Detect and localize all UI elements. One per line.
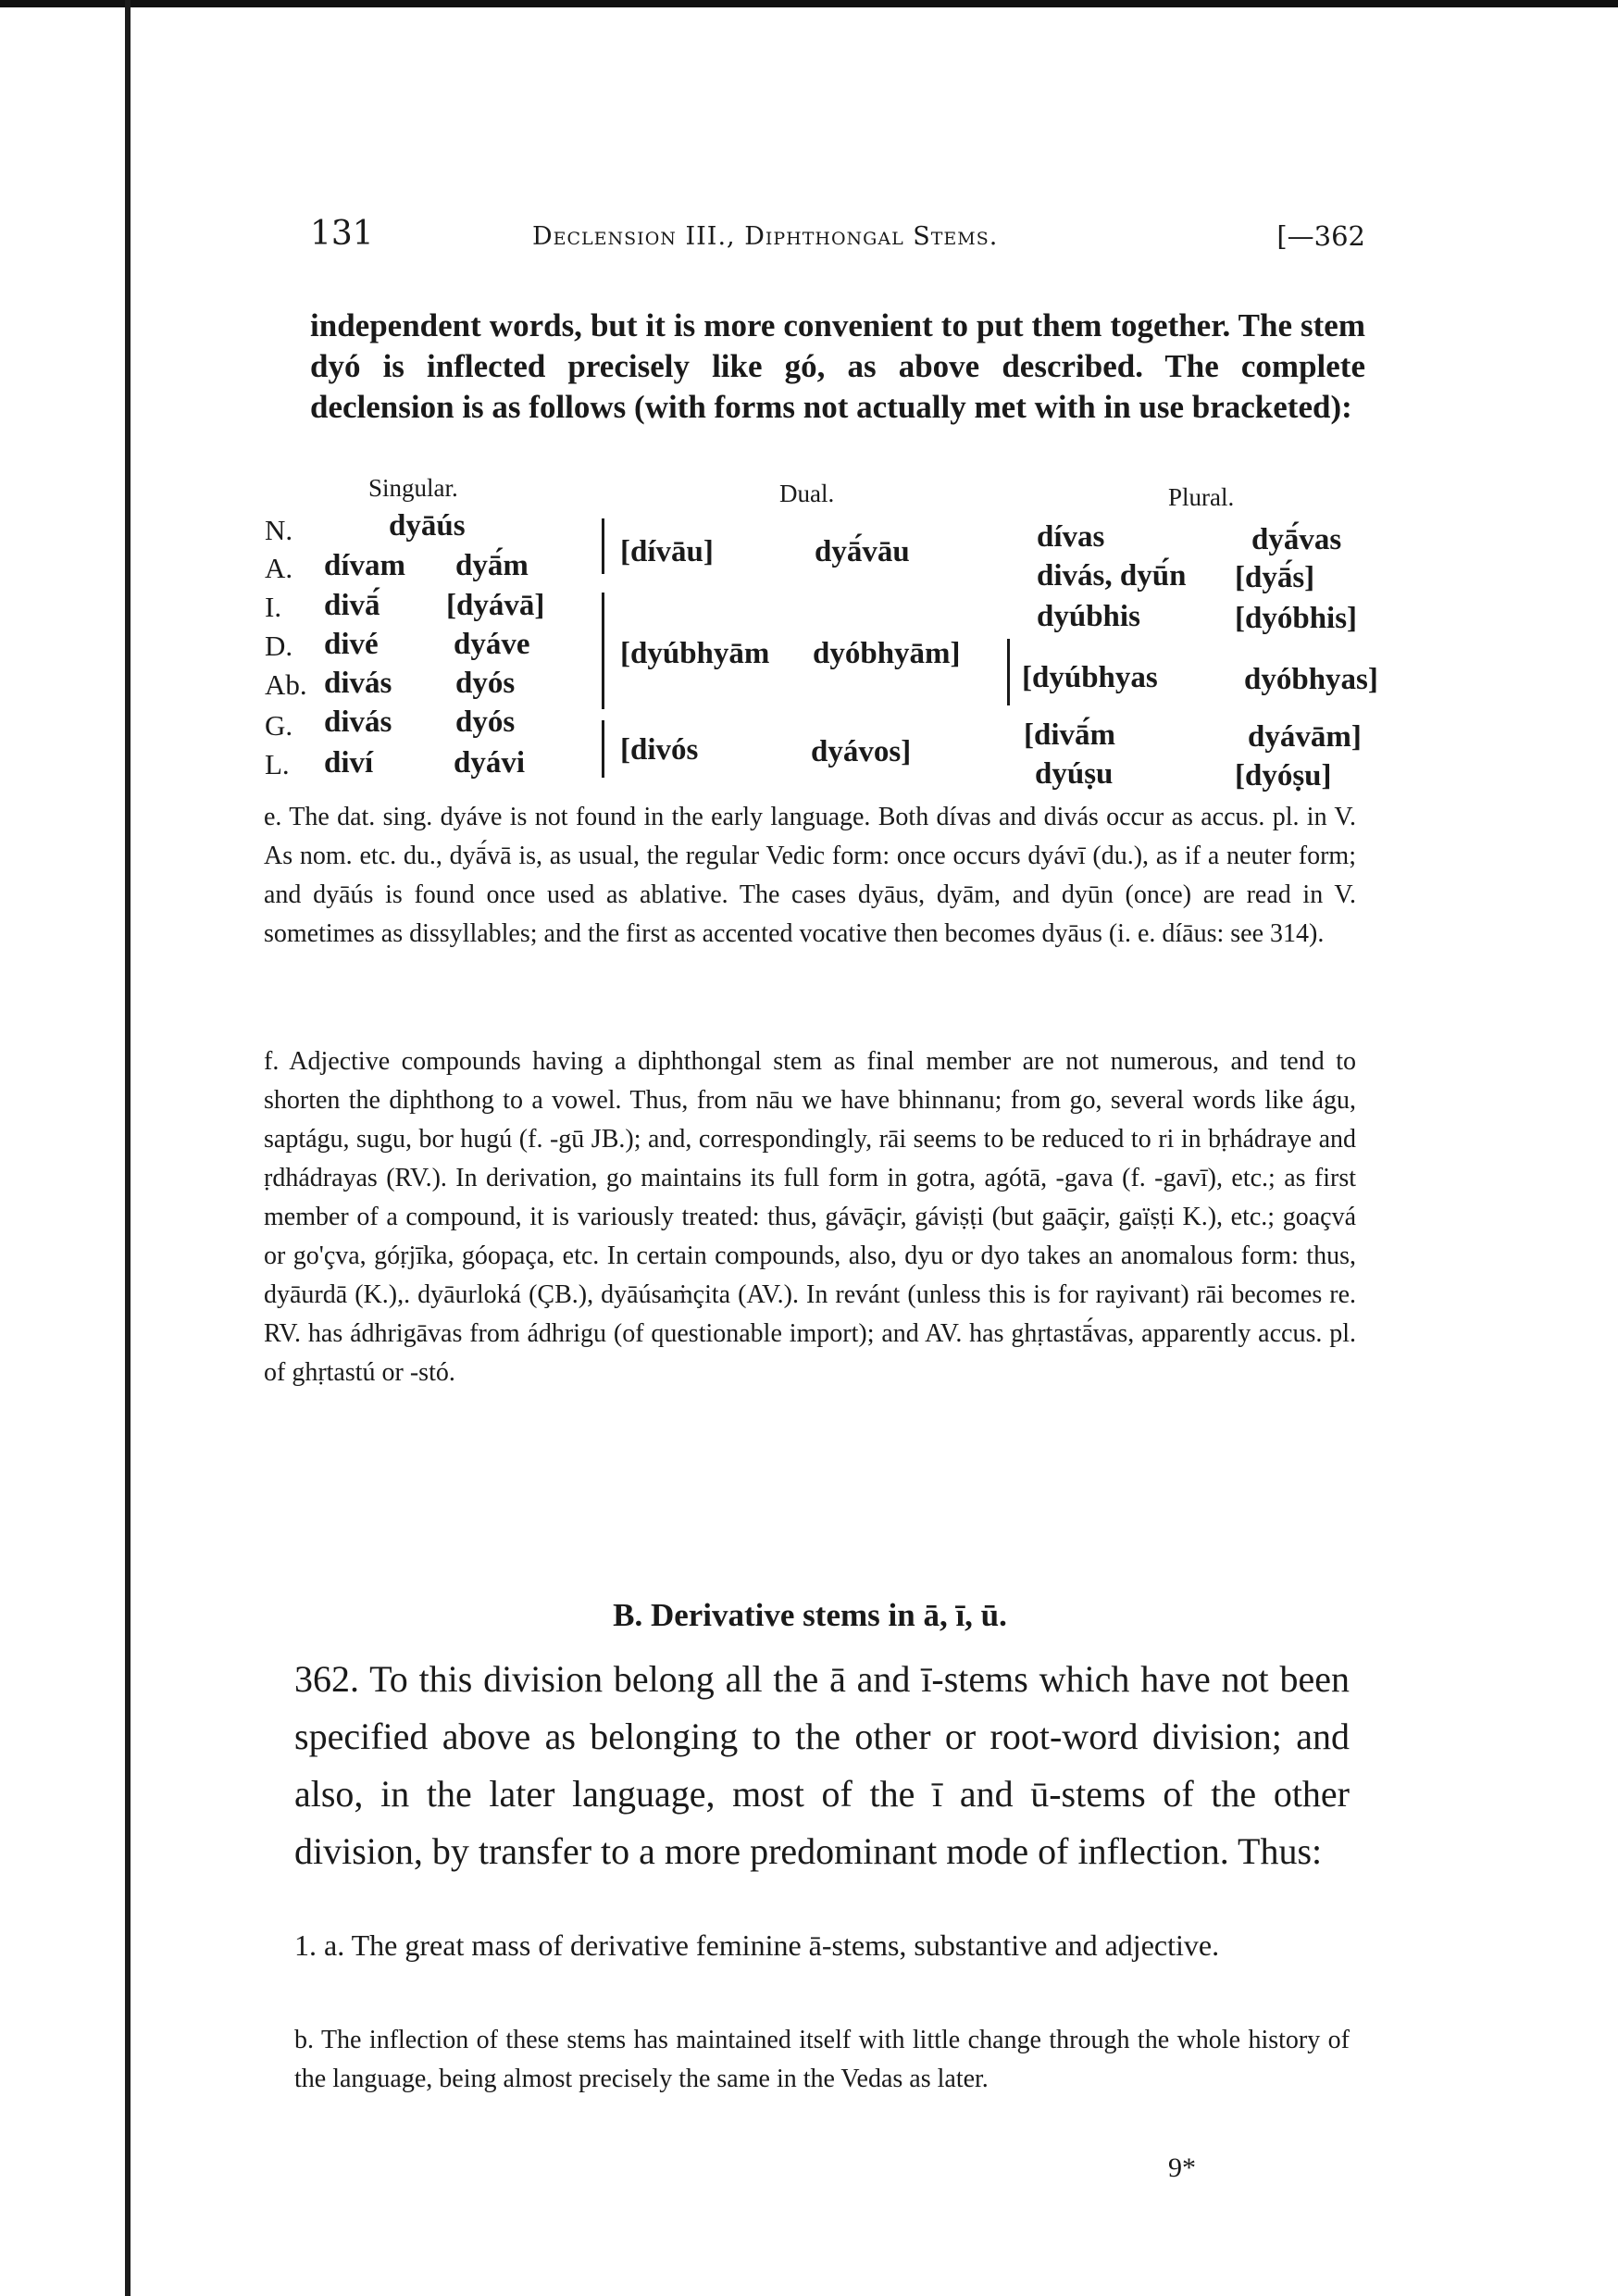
singular-form: diví [324,746,374,780]
header-plural: Plural. [1168,483,1235,511]
case-label: L. [265,748,290,780]
page-binding-edge [125,0,131,2296]
singular-form: dyā́m [455,549,529,582]
page-top-edge [0,0,1618,7]
dual-form: [dyúbhyām [620,637,770,670]
dual-form: [divós [620,733,699,767]
plural-form: [dyóbhis] [1235,602,1358,635]
plural-form: dyóbhyas] [1244,663,1378,696]
dual-form: [dívāu] [620,535,714,568]
note-f: f. Adjective compounds having a diphthongal stem as final member are not numerous, and tend to shorten the diphthong to a vowel. Thus, from nāu we have bhinnanu; from go, several words like águ, saptágu, sugu, bor hugú (f. -gū JB.); and, correspondingly, rāi seems to be reduced to ri in bṛhádraye and ṛdhádrayas (RV.). In derivation, go maintains its full form in gotra, agótā, -gava (f. -gavī), etc.; as first member of a compound, it is variously treated: thus, gávāçir, gáviṣṭi (but gaāçir, gaïṣṭi K.), etc.; goaçvá or go'çva, góṛjīka, góopaça, etc. In certain compounds, also, dyu or dyo takes an anomalous form: thus, dyāurdā (K.),. dyāurloká (ÇB.), dyāúsaṁçita (AV.). In revánt (unless this is for rayivant) rāi becomes re. RV. has ádhrigāvas from ádhrigu (of questionable import); and AV. has ghṛtastā́vas, apparently accus. pl. of ghṛtastú or -stó. [264,1047,1356,1387]
page-number: 131 [310,215,374,253]
dual-form: dyóbhyām] [813,637,961,670]
plural-form: divás, dyū́n [1037,559,1187,593]
plural-form: [dyā́s] [1235,561,1315,594]
case-label: D. [265,630,293,662]
running-header [310,215,1365,261]
paragraph-362: 362. To this division belong all the ā and ī-stems which have not been specified above as belonging to the other or root-word division; and also, in the later language, most of the ī and ū-stems of the other division, by transfer to a more predominant mode of inflection. Thus: [294,1658,1350,1872]
section-reference: [—362 [1276,220,1365,252]
plural-brace [1007,639,1019,705]
case-label: Ab. [265,668,307,701]
singular-form: dyós [455,667,516,700]
plural-form: dyávām] [1248,720,1362,754]
note-e: e. The dat. sing. dyáve is not found in the early language. Both dívas and divás occur as accus. pl. in V. As nom. etc. du., dyā́vā is, as usual, the regular Vedic form: once occurs dyávī (du.), as if a neuter form; and dyāús is found once used as ablative. The cases dyāus, dyām, and dyūn (once) are read in V. sometimes as dissyllables; and the first as accented vocative then becomes dyāus (i. e. díāus: see 314). [264,803,1356,948]
plural-form: [divā́m [1024,718,1115,752]
header-singular: Singular. [368,474,458,502]
case-label: I. [265,591,282,623]
singular-form: dyávi [454,746,526,780]
singular-form: divás [324,667,392,700]
signature-mark: 9* [1168,2152,1196,2183]
plural-form: [dyúbhyas [1022,661,1158,694]
plural-form: [dyóṣu] [1235,759,1332,792]
dual-brace [602,518,614,574]
singular-form: divā́ [324,589,380,622]
plural-form: dívas [1037,520,1105,554]
case-label: N. [265,514,293,546]
singular-form: [dyávā] [446,589,545,622]
running-title: Declension III., Diphthongal Stems. [532,222,999,251]
case-label: G. [265,709,293,742]
singular-form: dyáve [454,628,530,661]
dual-brace [602,593,614,709]
dual-form: dyā́vāu [815,535,910,568]
dual-form: dyávos] [811,735,912,768]
subparagraph-1a: 1. a. The great mass of derivative feminine ā-stems, substantive and adjective. [294,1928,1220,1962]
singular-form: dyós [455,705,516,739]
case-label: A. [265,552,293,584]
subparagraph-b: b. The inflection of these stems has maintained itself with little change through the whole history of the language, being almost precisely the same in the Vedas as later. [294,2026,1350,2093]
plural-form: dyúbhis [1037,600,1140,633]
dual-brace [602,720,614,778]
plural-form: dyā́vas [1251,523,1342,556]
header-dual: Dual. [779,480,835,507]
plural-form: dyúṣu [1035,757,1114,791]
section-heading: B. Derivative stems in ā, ī, ū. [613,1597,1007,1633]
singular-form: dyāús [389,509,466,543]
singular-form: dívam [324,549,406,582]
intro-paragraph: independent words, but it is more convenient to put them together. The stem dyó is inflected precisely like gó, as above described. The complete declension is as follows (with forms not actually met with in use bracketed): [310,307,1365,425]
singular-form: divás [324,705,392,739]
singular-form: divé [324,628,379,661]
